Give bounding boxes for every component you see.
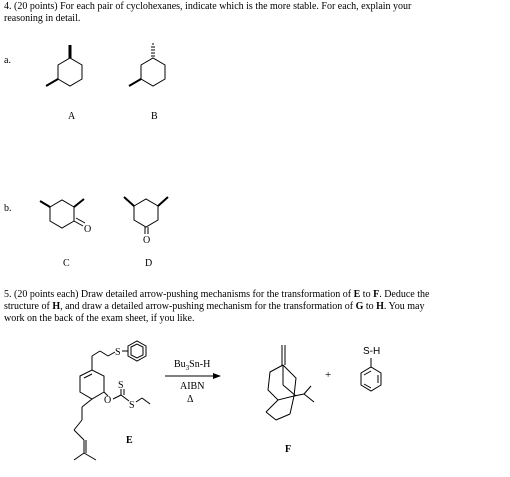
atom-S-thioether: S — [115, 347, 121, 358]
thiol-label: S-H — [363, 346, 381, 357]
q5-line3: work on the back of the exam sheet, if you like. — [4, 313, 195, 324]
compound-label-E: E — [126, 435, 133, 446]
atom-O-xanthate: O — [104, 395, 112, 406]
oxygen-D: O — [143, 235, 151, 246]
atom-S-thiocarbonyl: S — [118, 380, 124, 391]
compound-label-D: D — [145, 258, 153, 269]
structure-D — [124, 197, 168, 234]
reagent-heat: Δ — [187, 394, 194, 405]
part-b-label: b. — [4, 203, 12, 214]
structure-A — [46, 45, 82, 86]
structure-F — [266, 345, 314, 420]
compound-label-C: C — [63, 258, 70, 269]
structure-C — [40, 199, 85, 228]
atom-S-methyl: S — [129, 400, 135, 411]
compound-label-B: B — [151, 111, 158, 122]
reagent-tin-hydride: $Bu_3Sn-H$ — [174, 359, 211, 372]
structure-B — [129, 44, 165, 86]
q4-line2: reasoning in detail. — [4, 13, 81, 24]
compound-label-F: F — [285, 444, 292, 455]
structure-thiophenol — [361, 358, 381, 391]
q5-line1: 5. (20 points each) Draw detailed arrow-pushing mechanisms for the transformation of E to F. Deduce the — [4, 289, 430, 300]
q5-line2: structure of H, and draw a detailed arrow-pushing mechanism for the transformation of G to H. You may — [4, 301, 425, 312]
oxygen-C: O — [84, 224, 92, 235]
part-a-label: a. — [4, 55, 11, 66]
structure-E — [74, 341, 150, 460]
reagent-aibn: AIBN — [180, 381, 205, 392]
q4-line1: 4. (20 points) For each pair of cyclohexanes, indicate which is the more stable. For each, explain your — [4, 1, 412, 12]
compound-label-A: A — [68, 111, 76, 122]
plus-sign: + — [325, 369, 332, 381]
